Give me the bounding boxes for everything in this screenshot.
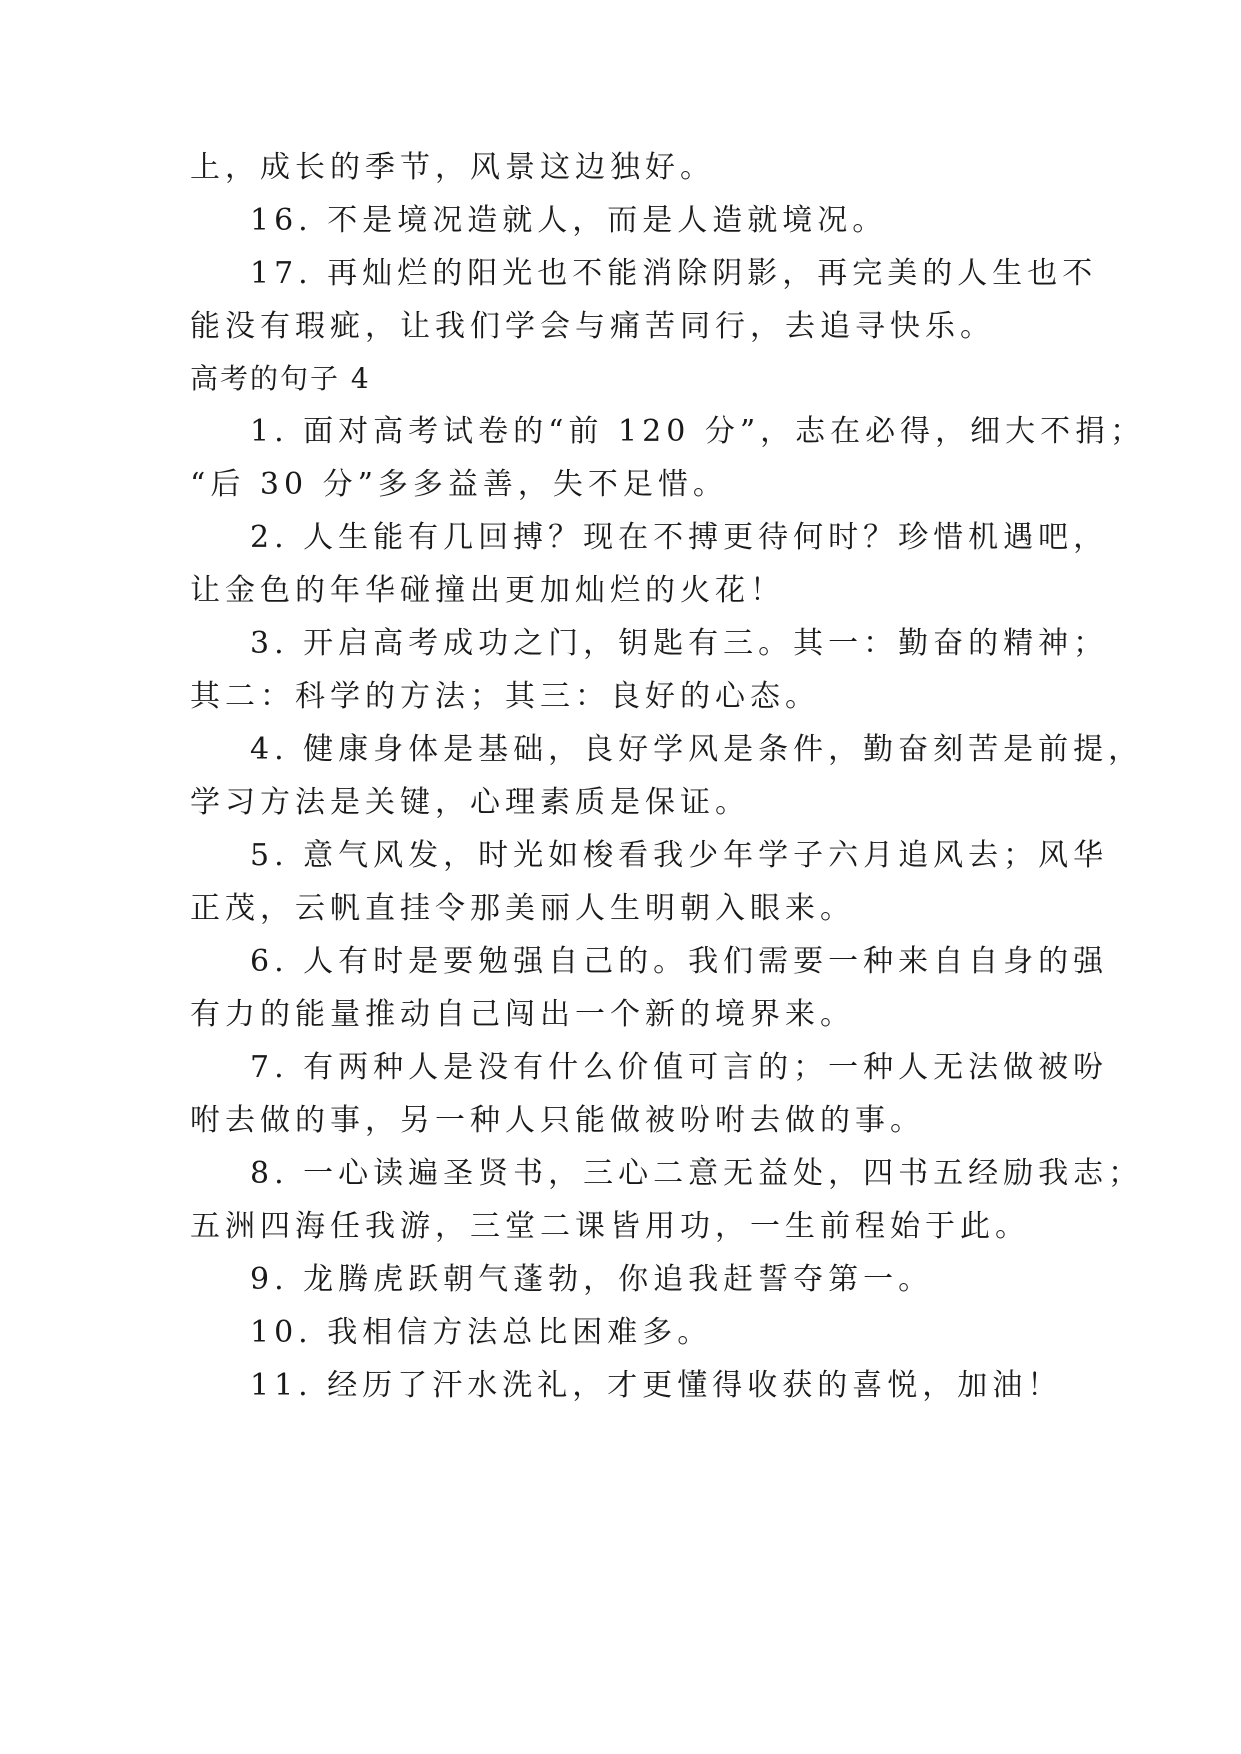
text-line: 3. 开启高考成功之门，钥匙有三。其一：勤奋的精神；	[250, 626, 1109, 661]
section-heading: 高考的句子 4	[190, 362, 371, 395]
text-line: 让金色的年华碰撞出更加灿烂的火花！	[190, 573, 785, 608]
text-line: 上，成长的季节，风景这边独好。	[190, 150, 715, 185]
text-line: 7. 有两种人是没有什么价值可言的；一种人无法做被吩	[250, 1050, 1109, 1085]
text-line: 能没有瑕疵，让我们学会与痛苦同行，去追寻快乐。	[190, 309, 995, 344]
text-line: 4. 健康身体是基础，良好学风是条件，勤奋刻苦是前提，	[250, 732, 1144, 767]
text-line: 8. 一心读遍圣贤书，三心二意无益处，四书五经励我志；	[250, 1156, 1144, 1191]
text-line: “后 30 分”多多益善，失不足惜。	[190, 467, 728, 502]
text-line: 五洲四海任我游，三堂二课皆用功，一生前程始于此。	[190, 1209, 1030, 1244]
text-line: 6. 人有时是要勉强自己的。我们需要一种来自自身的强	[250, 944, 1109, 979]
text-line: 5. 意气风发，时光如梭看我少年学子六月追风去；风华	[250, 838, 1109, 873]
text-line: 有力的能量推动自己闯出一个新的境界来。	[190, 997, 855, 1032]
text-line: 咐去做的事，另一种人只能做被吩咐去做的事。	[190, 1103, 925, 1138]
text-line: 9. 龙腾虎跃朝气蓬勃，你追我赶誓夺第一。	[250, 1262, 934, 1297]
text-line: 11. 经历了汗水洗礼，才更懂得收获的喜悦，加油！	[250, 1368, 1063, 1403]
text-line: 10. 我相信方法总比困难多。	[250, 1315, 713, 1350]
text-line: 正茂，云帆直挂令那美丽人生明朝入眼来。	[190, 891, 855, 926]
text-line: 1. 面对高考试卷的“前 120 分”，志在必得，细大不捐；	[250, 414, 1146, 449]
text-line: 16. 不是境况造就人，而是人造就境况。	[250, 203, 888, 238]
text-line: 2. 人生能有几回搏？现在不搏更待何时？珍惜机遇吧，	[250, 520, 1109, 555]
text-line: 其二：科学的方法；其三：良好的心态。	[190, 679, 820, 714]
text-line: 学习方法是关键，心理素质是保证。	[190, 785, 750, 820]
text-line: 17. 再灿烂的阳光也不能消除阴影，再完美的人生也不	[250, 256, 1098, 291]
